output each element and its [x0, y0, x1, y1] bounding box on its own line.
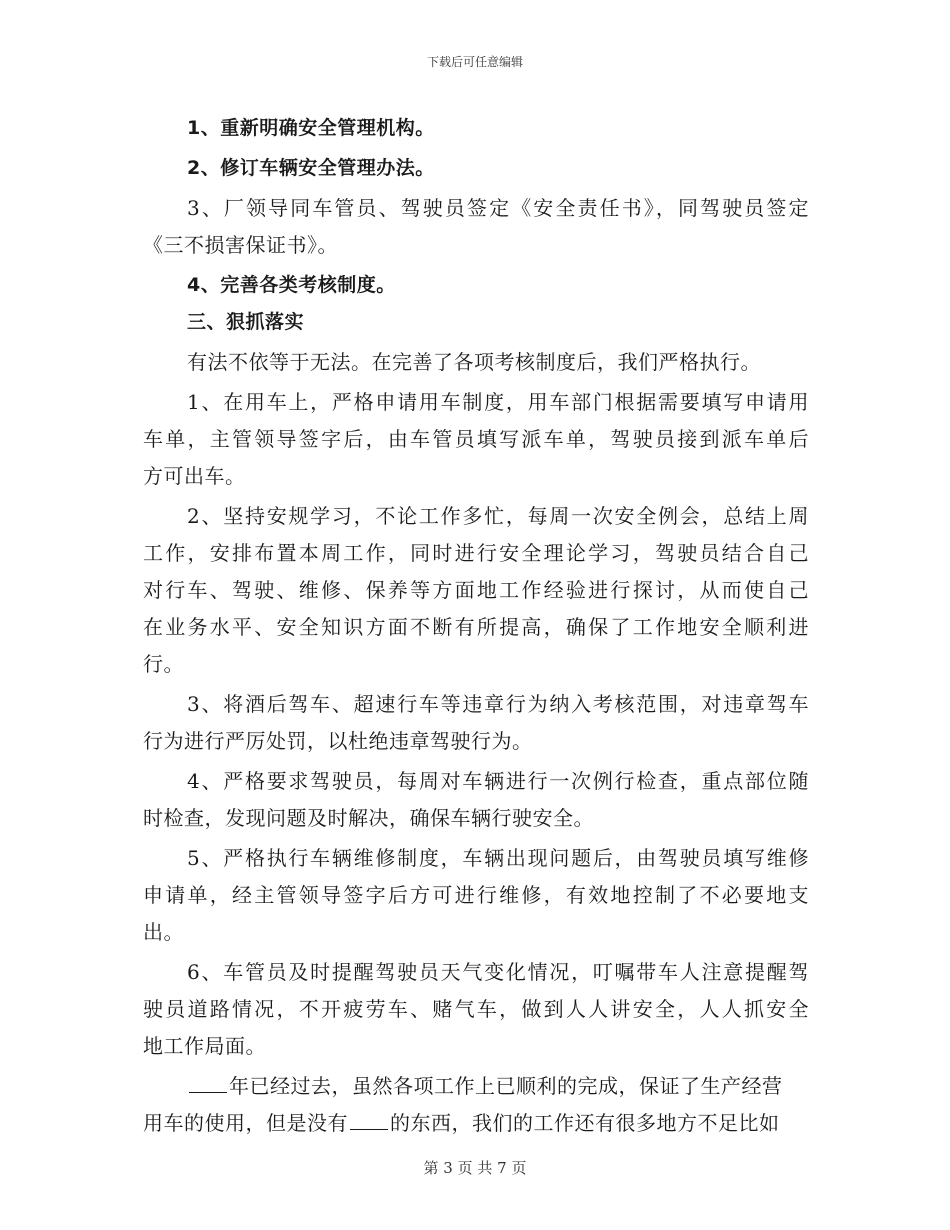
- paragraph-line: 对行车、驾驶、维修、保养等方面地工作经验进行探讨，从而使自己: [143, 578, 809, 602]
- paragraph-line: 《三不损害保证书》。: [143, 233, 338, 257]
- paragraph-line: 3、将酒后驾车、超速行车等违章行为纳入考核范围，对违章驾车: [187, 692, 809, 716]
- section-heading: 三、狠抓落实: [187, 311, 305, 333]
- paragraph-line: 在业务水平、安全知识方面不断有所提高，确保了工作地安全顺利进: [143, 615, 809, 639]
- item-heading-4: 4、完善各类考核制度。: [187, 274, 396, 296]
- paragraph-line: 工作，安排布置本周工作，同时进行安全理论学习，驾驶员结合自己: [143, 541, 809, 565]
- paragraph-line: 方可出车。: [143, 464, 246, 488]
- page-footer: 第 3 页 共 7 页: [423, 1159, 527, 1177]
- fill-in-blank: [189, 1074, 227, 1093]
- paragraph-line: 3、厂领导同车管员、驾驶员签定《安全责任书》，同驾驶员签定: [187, 196, 809, 220]
- paragraph-line: 时检查，发现问题及时解决，确保车辆行驶安全。: [143, 806, 594, 830]
- paragraph-line: 有法不依等于无法。在完善了各项考核制度后，我们严格执行。: [187, 350, 761, 374]
- paragraph-line: [143, 1068, 809, 1105]
- paragraph-line: 出。: [143, 920, 184, 944]
- paragraph-line: 驶员道路情况，不开疲劳车、赌气车，做到人人讲安全，人人抓安全: [143, 997, 809, 1021]
- page-header: 下载后可任意编辑: [426, 55, 523, 69]
- paragraph-line: 1、在用车上，严格申请用车制度，用车部门根据需要填写申请用: [187, 390, 809, 414]
- item-heading-1: 1、重新明确安全管理机构。: [187, 117, 435, 139]
- paragraph-line: 5、严格执行车辆维修制度，车辆出现问题后，由驾驶员填写维修: [187, 846, 809, 870]
- paragraph-line: 2、坚持安规学习，不论工作多忙，每周一次安全例会，总结上周: [187, 504, 809, 528]
- fill-in-blank: [350, 1111, 388, 1130]
- paragraph-line: 6、车管员及时提醒驾驶员天气变化情况，叮嘱带车人注意提醒驾: [187, 960, 809, 984]
- item-heading-2: 2、修订车辆安全管理办法。: [187, 157, 435, 179]
- paragraph-line: [143, 1105, 809, 1142]
- text-run: 用车的使用，但是没有: [143, 1111, 348, 1135]
- document-body: [143, 110, 809, 1142]
- paragraph-line: 4、严格要求驾驶员，每周对车辆进行一次例行检查，重点部位随: [187, 769, 809, 793]
- text-run: 的东西，我们的工作还有很多地方不足比如: [390, 1111, 780, 1135]
- paragraph-line: 车单，主管领导签字后，由车管员填写派车单，驾驶员接到派车单后: [143, 427, 809, 451]
- paragraph-line: 地工作局面。: [143, 1034, 266, 1058]
- paragraph-line: 行为进行严厉处罚，以杜绝违章驾驶行为。: [143, 729, 533, 753]
- text-run: 年已经过去，虽然各项工作上已顺利的完成，保证了生产经营: [229, 1074, 783, 1098]
- paragraph-line: 申请单，经主管领导签字后方可进行维修，有效地控制了不必要地支: [143, 883, 809, 907]
- paragraph-line: 行。: [143, 652, 184, 676]
